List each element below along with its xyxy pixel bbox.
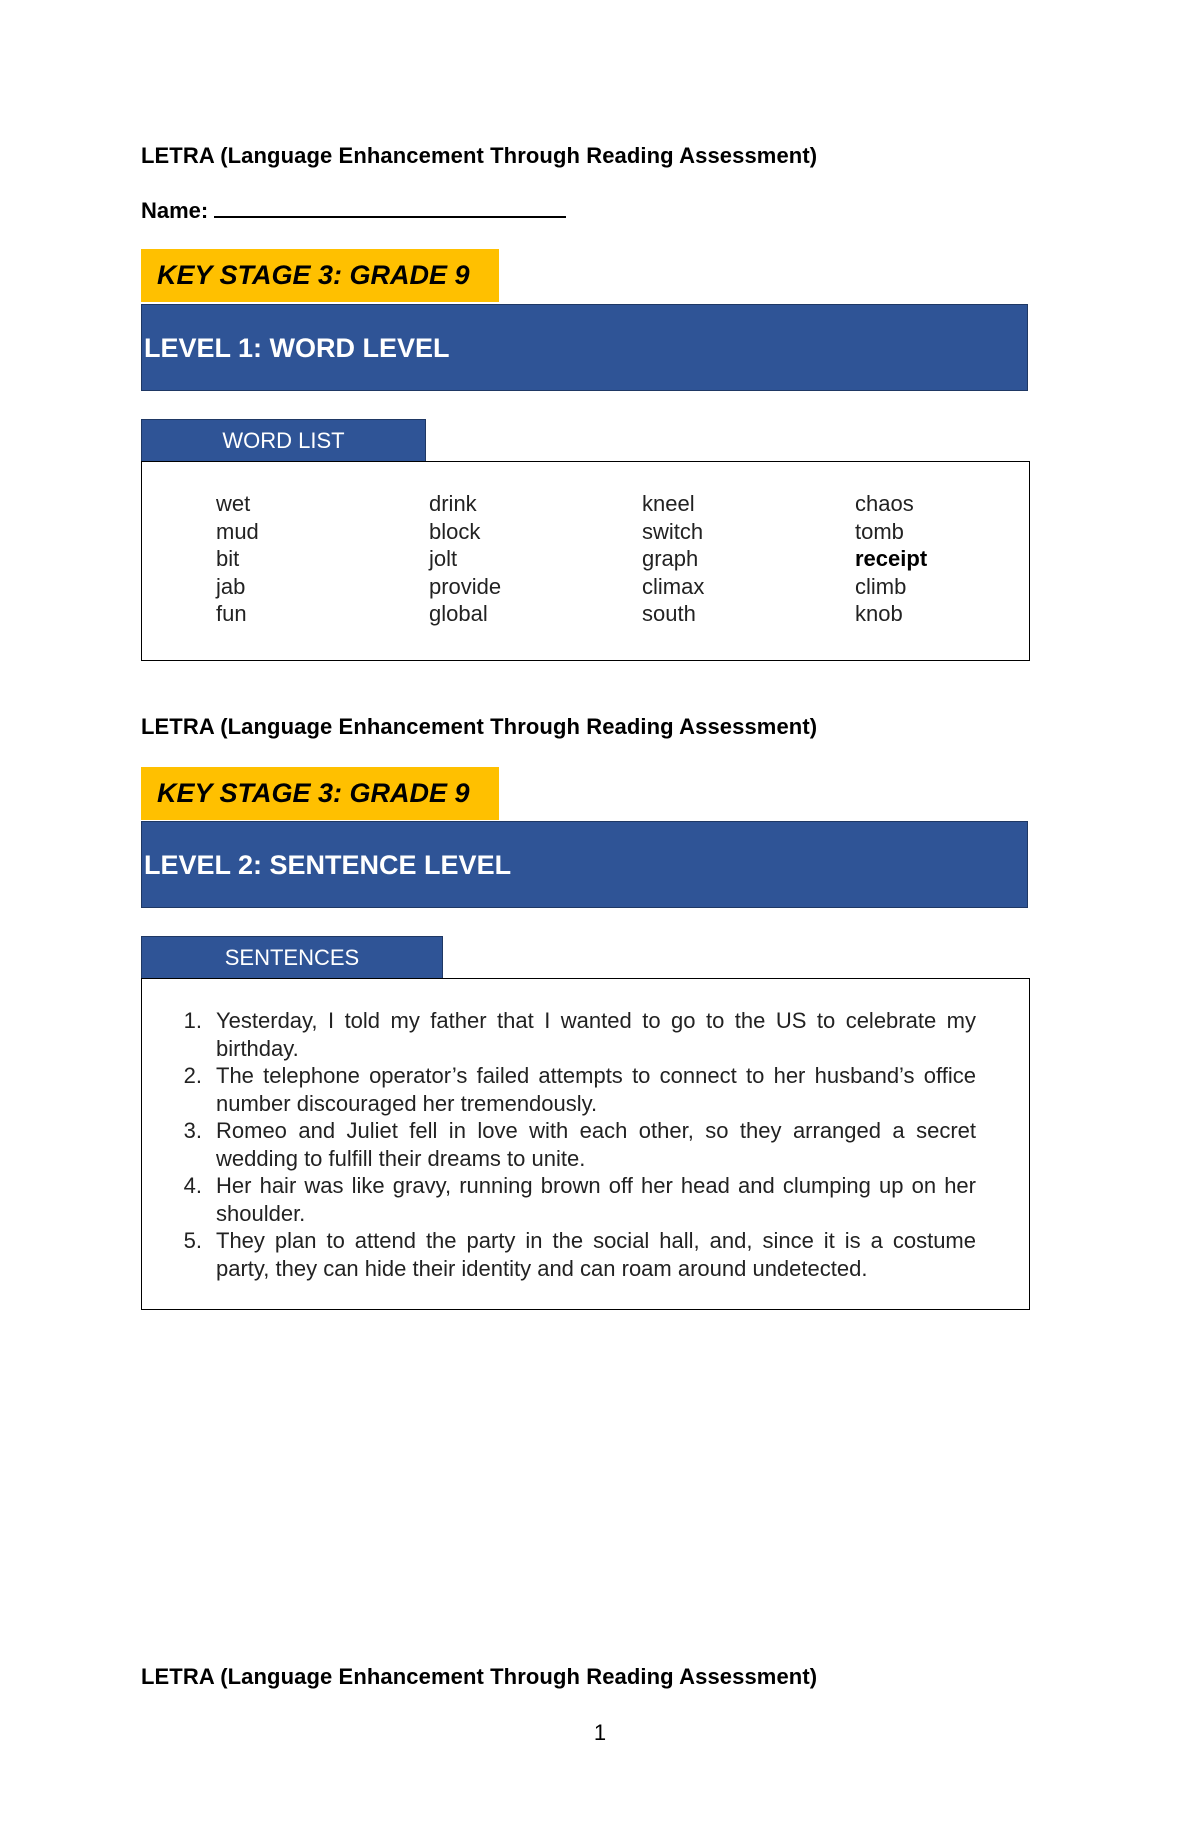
page-number: 1 xyxy=(593,1720,607,1745)
sentence-number: 4. xyxy=(183,1173,202,1198)
sentence-number: 1. xyxy=(183,1008,202,1033)
word-item: chaos xyxy=(855,491,914,516)
word-item: jab xyxy=(216,573,246,599)
word-item: drink xyxy=(429,491,477,516)
word-item: switch xyxy=(642,518,704,544)
word-list-tab: WORD LIST xyxy=(141,419,426,462)
word-item: climax xyxy=(642,573,705,599)
sentence-item xyxy=(176,1007,976,1062)
sentence-item xyxy=(176,1062,976,1117)
sentence-number: 3. xyxy=(183,1118,202,1143)
word-item: wet xyxy=(216,491,251,516)
document-title: LETRA (Language Enhancement Through Reading Assessment) xyxy=(141,1664,818,1689)
sentence-text: They plan to attend the party in the social hall, and, since it is a costume party, they can hide their identity and can roam around undetected. xyxy=(216,1228,976,1281)
word-item: graph xyxy=(642,546,699,571)
word-item: mud xyxy=(216,518,259,544)
word-item: kneel xyxy=(642,491,695,516)
sentence-text: Yesterday, I told my father that I wanted to go to the US to celebrate my birthday. xyxy=(216,1008,976,1061)
word-item: block xyxy=(429,518,481,544)
sentence-item xyxy=(176,1117,976,1172)
sentence-text: The telephone operator’s failed attempts to connect to her husband’s office number discouraged her tremendously. xyxy=(216,1063,976,1116)
word-item: knob xyxy=(855,601,903,626)
sentences-box xyxy=(141,978,1030,1310)
word-column-2 xyxy=(429,490,642,628)
document-title: LETRA (Language Enhancement Through Reading Assessment) xyxy=(141,714,818,739)
word-item: bit xyxy=(216,546,240,571)
level-banner-2: LEVEL 2: SENTENCE LEVEL xyxy=(141,821,1028,908)
word-item: global xyxy=(429,601,488,626)
word-item: jolt xyxy=(429,546,458,571)
sentence-number: 2. xyxy=(183,1063,202,1088)
document-title: LETRA (Language Enhancement Through Reading Assessment) xyxy=(141,143,818,168)
sentences-tab: SENTENCES xyxy=(141,936,443,979)
sentence-number: 5. xyxy=(183,1228,202,1253)
word-item-emphasized: receipt xyxy=(855,546,928,571)
word-item: tomb xyxy=(855,518,904,544)
sentence-text: Her hair was like gravy, running brown off her head and clumping up on her shoulder. xyxy=(216,1173,976,1226)
stage-badge-2: KEY STAGE 3: GRADE 9 xyxy=(141,767,499,820)
word-column-3 xyxy=(642,490,855,628)
word-item: fun xyxy=(216,601,247,626)
word-item: climb xyxy=(855,573,907,599)
word-column-4 xyxy=(855,490,1015,628)
name-field-row xyxy=(141,196,566,224)
sentence-text: Romeo and Juliet fell in love with each other, so they arranged a secret wedding to fulfill their dreams to unite. xyxy=(216,1118,976,1171)
word-column-1 xyxy=(216,490,429,628)
word-list-box xyxy=(141,461,1030,661)
level-banner-1: LEVEL 1: WORD LEVEL xyxy=(141,304,1028,391)
stage-badge-1: KEY STAGE 3: GRADE 9 xyxy=(141,249,499,302)
name-label: Name: xyxy=(141,198,209,223)
sentence-item xyxy=(176,1172,976,1227)
word-grid xyxy=(216,490,1015,628)
word-item: south xyxy=(642,601,696,626)
sentence-item xyxy=(176,1227,976,1282)
word-item: provide xyxy=(429,573,502,599)
name-blank-line[interactable] xyxy=(214,196,566,218)
sentence-list xyxy=(176,1007,976,1282)
